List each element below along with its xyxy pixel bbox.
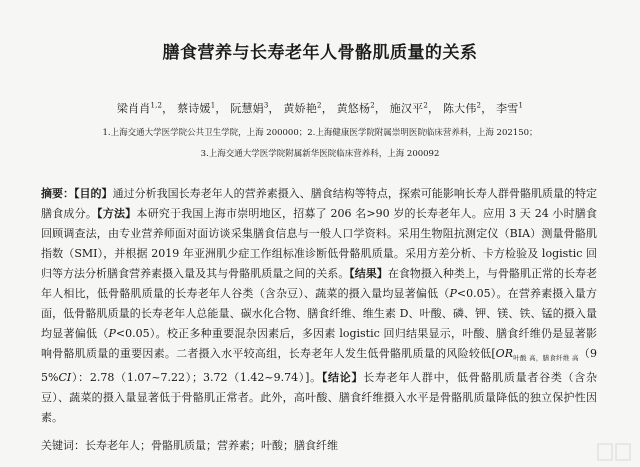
keywords: [41, 436, 597, 456]
result-text-b: <0.05）。在营养素摄入量方面，低骨骼肌质量的长寿老年人总能量、碳水化合物、膳食纤维、维生素 D、叶酸、磷、钾、镁、铁、锰的摄入量均显著偏低（: [41, 287, 597, 340]
author-list: 梁肖肖$^{1,2}$， 蔡诗媛$^1$， 阮慧娟$^3$， 黄娇艳$^2$， 黄悠杨$^2$， 施汉平$^2$， 陈大伟$^2$， 李雪$^1$: [116, 101, 524, 115]
p-symbol: P: [108, 327, 116, 340]
abstract-label: 摘要：: [41, 187, 75, 200]
author: 黄娇艳$^2$: [283, 101, 322, 115]
or-symbol: OR: [495, 347, 513, 360]
conclusion-text: 长寿老年人群中，低骨骼肌质量者谷类（含杂豆）、蔬菜的摄入量显著低于骨骼肌正常者。此外，高叶酸、膳食纤维摄入水平是骨骼肌质量降低的独立保护性因素。: [41, 371, 598, 425]
author: 蔡诗媛$^1$: [177, 101, 216, 115]
goal-text: 通过分析我国长寿老年人的营养素摄入、膳食结构等特点，探索可能影响长寿人群骨骼肌质量的特定膳食成分。: [41, 187, 598, 220]
result-text-c: <0.05）。校正多种重要混杂因素后，多因素 logistic 回归结果显示，叶酸、膳食纤维仍是显著影响骨骼肌质量的重要因素。二者摄入水平较高组，长寿老年人发生低骨骼肌质量的风险较低[: [41, 327, 597, 360]
conclusion-label: 【结论】: [321, 371, 364, 385]
author: 李雪$^1$: [496, 101, 524, 115]
result-text-a: 在食物摄入种类上，与骨骼肌正常的长寿老年人相比，低骨骼肌质量的长寿老年人谷类（含杂豆）、蔬菜的摄入量均显著偏低（: [41, 267, 598, 300]
ci-symbol: CI: [58, 371, 72, 385]
result-label: 【结果】: [349, 267, 388, 280]
goal-label: 【目的】: [74, 187, 113, 200]
author: 陈大伟$^2$: [442, 101, 482, 115]
keywords-text: 长寿老年人；骨骼肌质量；营养素；叶酸；膳食纤维: [85, 439, 338, 452]
abstract: [41, 184, 597, 428]
affiliation-line-2: 3.上海交通大学医学院附属新华医院临床营养科，上海 200092: [200, 149, 440, 159]
keywords-label: 关键词：: [41, 439, 85, 452]
affiliation-line-1: 1.上海交通大学医学院公共卫生学院，上海 200000；2.上海健康医学院附属崇明医院临床营养科，上海 202150；: [102, 128, 538, 138]
author: 阮慧娟$^3$: [230, 101, 269, 115]
or-subscript: 叶酸 高，膳食纤维 高: [512, 354, 579, 363]
paper-title: 膳食营养与长寿老年人骨骼肌质量的关系: [162, 43, 478, 63]
method-label: 【方法】: [97, 207, 137, 220]
watermark-icon: [596, 441, 632, 463]
method-text: 本研究于我国上海市崇明地区，招募了 206 名>90 岁的长寿老年人。应用 3 天 24 小时膳食回顾调查法，由专业营养师面对面访谈采集膳食信息与一般人口学资料。采用生物阻抗测定仪（BIA）测量骨骼肌指数（SMI），并根据 2019 年亚洲肌少症工作组标准诊断低骨骼肌质量。采用方差分析、卡方检验及 logistic 回归等方法分析膳食营养素摄入量及其与骨骼肌质量之间的关系。: [41, 207, 598, 280]
author: 施汉平$^2$: [389, 101, 429, 115]
author: 黄悠杨$^2$: [336, 101, 375, 115]
result-text-d: （95%: [41, 347, 597, 385]
author: 梁肖肖$^{1,2}$: [116, 101, 163, 115]
p-symbol: P: [449, 287, 457, 300]
result-text-e: ）：2.78（1.07~7.22）；3.72（1.42~9.74）]。: [71, 371, 322, 385]
